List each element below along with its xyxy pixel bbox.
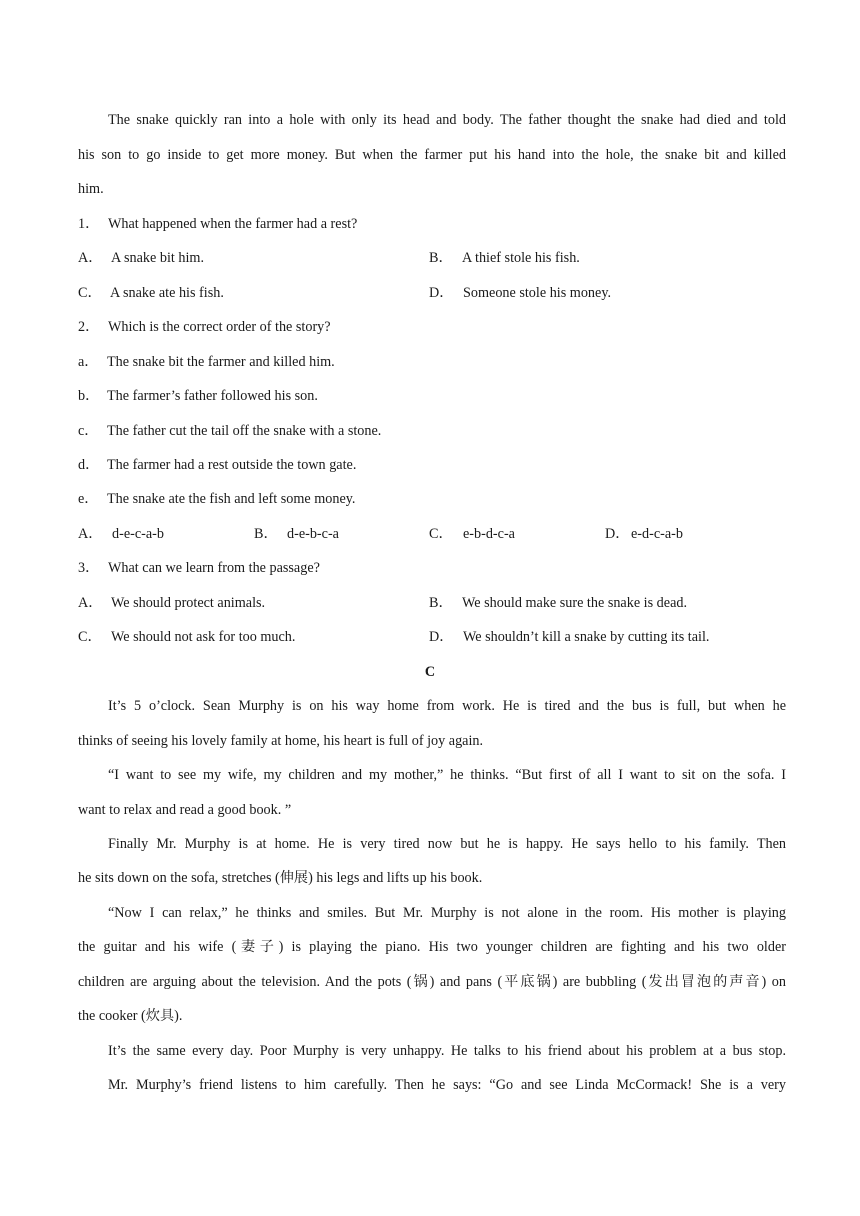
option-label: D． bbox=[429, 629, 454, 645]
event-label: d． bbox=[78, 457, 100, 473]
option-label: A． bbox=[78, 250, 103, 266]
event-label: c． bbox=[78, 423, 99, 439]
option-label: A． bbox=[78, 595, 103, 611]
passage-line: thinks of seeing his lovely family at home, his heart is full of joy again. bbox=[78, 733, 484, 749]
option-text: We should make sure the snake is dead. bbox=[462, 595, 688, 611]
passage-line: It’s the same every day. Poor Murphy is very unhappy. He talks to his friend about his problem at a bus stop. bbox=[108, 1043, 786, 1059]
option-text: e-d-c-a-b bbox=[631, 526, 683, 542]
event-text: The farmer had a rest outside the town gate. bbox=[107, 457, 357, 473]
passage-line: children are arguing about the television. And the pots (锅) and pans (平底锅) are bubbling (发出冒泡的声音) on bbox=[78, 974, 786, 990]
event-label: e． bbox=[78, 491, 99, 507]
event-label: b． bbox=[78, 388, 100, 404]
question-stem: What happened when the farmer had a rest? bbox=[108, 216, 358, 232]
option-label: B． bbox=[254, 526, 278, 542]
question-stem: What can we learn from the passage? bbox=[108, 560, 320, 576]
event-text: The snake bit the farmer and killed him. bbox=[107, 354, 335, 370]
passage-line: he sits down on the sofa, stretches (伸展) his legs and lifts up his book. bbox=[78, 870, 483, 886]
passage-line: his son to go inside to get more money. But when the farmer put his hand into the hole, the snake bit and killed bbox=[78, 147, 786, 163]
option-text: Someone stole his money. bbox=[463, 285, 612, 301]
question-number: 1． bbox=[78, 216, 100, 232]
option-text: e-b-d-c-a bbox=[463, 526, 515, 542]
passage-line: The snake quickly ran into a hole with only its head and body. The father thought the snake had died and told bbox=[108, 112, 786, 128]
passage-line: “I want to see my wife, my children and my mother,” he thinks. “But first of all I want to sit on the sofa. I bbox=[108, 767, 786, 783]
option-label: D． bbox=[605, 526, 630, 542]
option-text: A thief stole his fish. bbox=[462, 250, 580, 266]
passage-line: him. bbox=[78, 181, 104, 197]
passage-line: the guitar and his wife (妻子) is playing the piano. His two younger children are fighting and his two older bbox=[78, 939, 786, 955]
option-text: d-e-c-a-b bbox=[112, 526, 164, 542]
passage-line: want to relax and read a good book. ” bbox=[78, 802, 292, 818]
option-text: We should not ask for too much. bbox=[111, 629, 296, 645]
passage-line: “Now I can relax,” he thinks and smiles. But Mr. Murphy is not alone in the room. His mother is playing bbox=[108, 905, 786, 921]
question-number: 3． bbox=[78, 560, 100, 576]
option-label: B． bbox=[429, 595, 453, 611]
passage-line: Finally Mr. Murphy is at home. He is very tired now but he is happy. He says hello to his family. Then bbox=[108, 836, 786, 852]
passage-line: the cooker (炊具). bbox=[78, 1008, 183, 1024]
passage-line: Mr. Murphy’s friend listens to him carefully. Then he says: “Go and see Linda McCormack! She is a very bbox=[108, 1077, 786, 1093]
option-label: B． bbox=[429, 250, 453, 266]
option-label: D． bbox=[429, 285, 454, 301]
event-text: The father cut the tail off the snake with a stone. bbox=[107, 423, 382, 439]
option-text: A snake bit him. bbox=[111, 250, 205, 266]
option-label: A． bbox=[78, 526, 103, 542]
option-text: We should protect animals. bbox=[111, 595, 266, 611]
passage-line: It’s 5 o’clock. Sean Murphy is on his way home from work. He is tired and the bus is full, but when he bbox=[108, 698, 786, 714]
question-number: 2． bbox=[78, 319, 100, 335]
option-label: C． bbox=[78, 285, 102, 301]
event-label: a． bbox=[78, 354, 99, 370]
section-heading: C bbox=[424, 664, 436, 680]
question-stem: Which is the correct order of the story? bbox=[108, 319, 331, 335]
option-text: We shouldn’t kill a snake by cutting its tail. bbox=[463, 629, 710, 645]
option-text: A snake ate his fish. bbox=[110, 285, 224, 301]
event-text: The farmer’s father followed his son. bbox=[107, 388, 318, 404]
option-text: d-e-b-c-a bbox=[287, 526, 339, 542]
option-label: C． bbox=[429, 526, 453, 542]
event-text: The snake ate the fish and left some money. bbox=[107, 491, 356, 507]
option-label: C． bbox=[78, 629, 102, 645]
